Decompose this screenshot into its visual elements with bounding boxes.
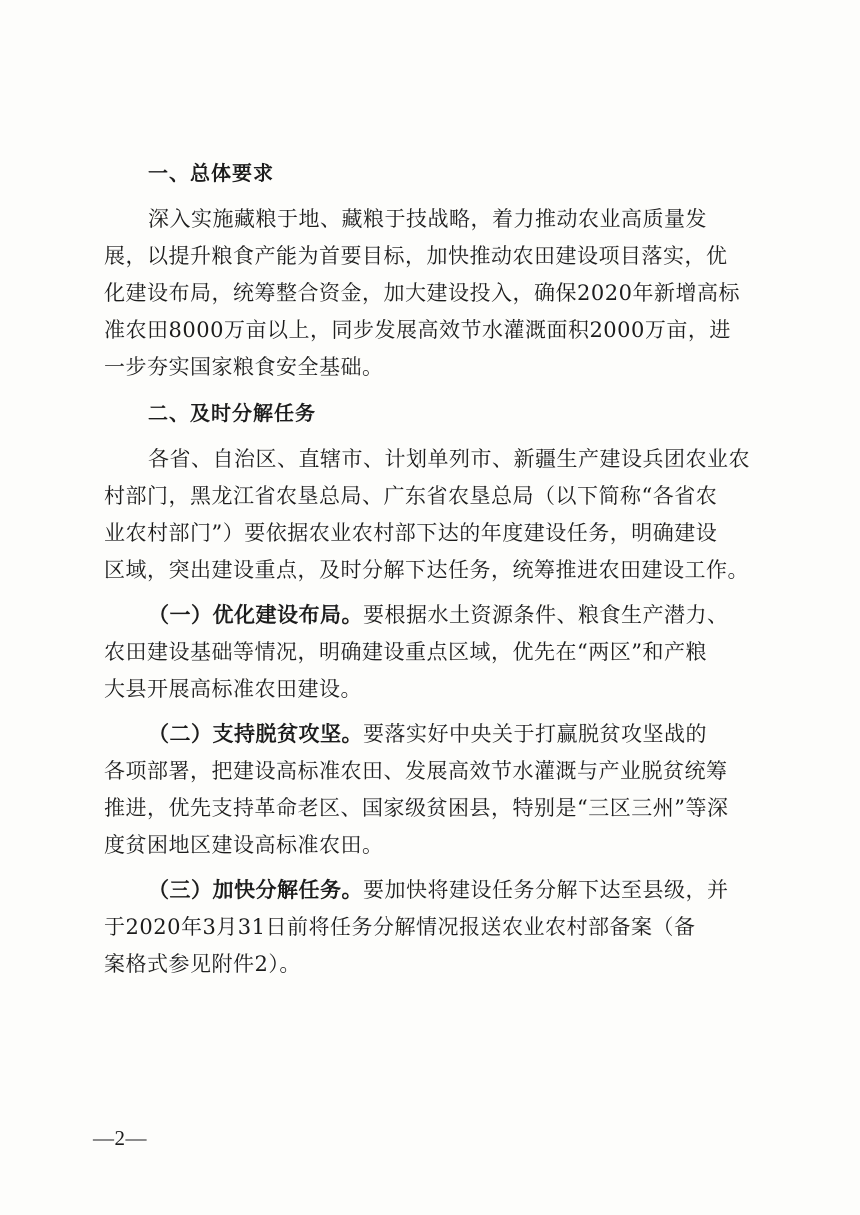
subsection-title-poverty-alleviation: （二）支持脱贫攻坚。 — [148, 722, 363, 746]
paragraph-line: 推进，优先支持革命老区、国家级贫困县，特别是“三区三州”等深 — [104, 796, 729, 820]
paragraph-line: 业农村部门”）要依据农业农村部下达的年度建设任务，明确建设 — [104, 521, 718, 545]
paragraph-line: 于2020年3月31日前将任务分解情况报送农业农村部备案（备 — [104, 915, 696, 939]
paragraph-line: 展，以提升粮食产能为首要目标，加快推动农田建设项目落实，优 — [104, 244, 728, 268]
section-heading-task-breakdown: 二、及时分解任务 — [148, 401, 316, 425]
paragraph-line: 深入实施藏粮于地、藏粮于技战略，着力推动农业高质量发 — [148, 207, 707, 231]
paragraph-text: 要加快将建设任务分解下达至县级，并 — [363, 878, 729, 902]
paragraph-line: 化建设布局，统筹整合资金，加大建设投入，确保2020年新增高标 — [104, 281, 740, 305]
paragraph-line: 农田建设基础等情况，明确建设重点区域，优先在“两区”和产粮 — [104, 640, 707, 664]
subsection-title-optimize-layout: （一）优化建设布局。 — [148, 603, 363, 627]
section-heading-general-requirements: 一、总体要求 — [148, 161, 274, 185]
paragraph-text: 要落实好中央关于打赢脱贫攻坚战的 — [363, 722, 707, 746]
paragraph-general-requirements — [104, 201, 749, 386]
paragraph-line: 度贫困地区建设高标准农田。 — [104, 833, 384, 857]
page-number: —2— — [93, 1126, 147, 1150]
paragraph-line — [104, 716, 749, 753]
paragraph-poverty-alleviation — [104, 716, 749, 864]
paragraph-task-breakdown-intro — [104, 441, 749, 589]
subsection-title-speed-up-task-breakdown: （三）加快分解任务。 — [148, 878, 363, 902]
paragraph-line: 各省、自治区、直辖市、计划单列市、新疆生产建设兵团农业农 — [148, 447, 750, 471]
document-body — [104, 146, 749, 983]
paragraph-text: 要根据水土资源条件、粮食生产潜力、 — [363, 603, 729, 627]
paragraph-line: 村部门，黑龙江省农垦总局、广东省农垦总局（以下简称“各省农 — [104, 484, 718, 508]
paragraph-line: 一步夯实国家粮食安全基础。 — [104, 355, 384, 379]
paragraph-line — [104, 597, 749, 634]
paragraph-speed-up-task-breakdown — [104, 872, 749, 983]
paragraph-line: 案格式参见附件2）。 — [104, 952, 301, 976]
paragraph-line: 区域，突出建设重点，及时分解下达任务，统筹推进农田建设工作。 — [104, 558, 749, 582]
paragraph-line: 大县开展高标准农田建设。 — [104, 677, 362, 701]
paragraph-line: 各项部署，把建设高标准农田、发展高效节水灌溉与产业脱贫统筹 — [104, 759, 728, 783]
paragraph-line — [104, 872, 749, 909]
paragraph-line: 准农田8000万亩以上，同步发展高效节水灌溉面积2000万亩，进 — [104, 318, 731, 342]
paragraph-optimize-layout — [104, 597, 749, 708]
